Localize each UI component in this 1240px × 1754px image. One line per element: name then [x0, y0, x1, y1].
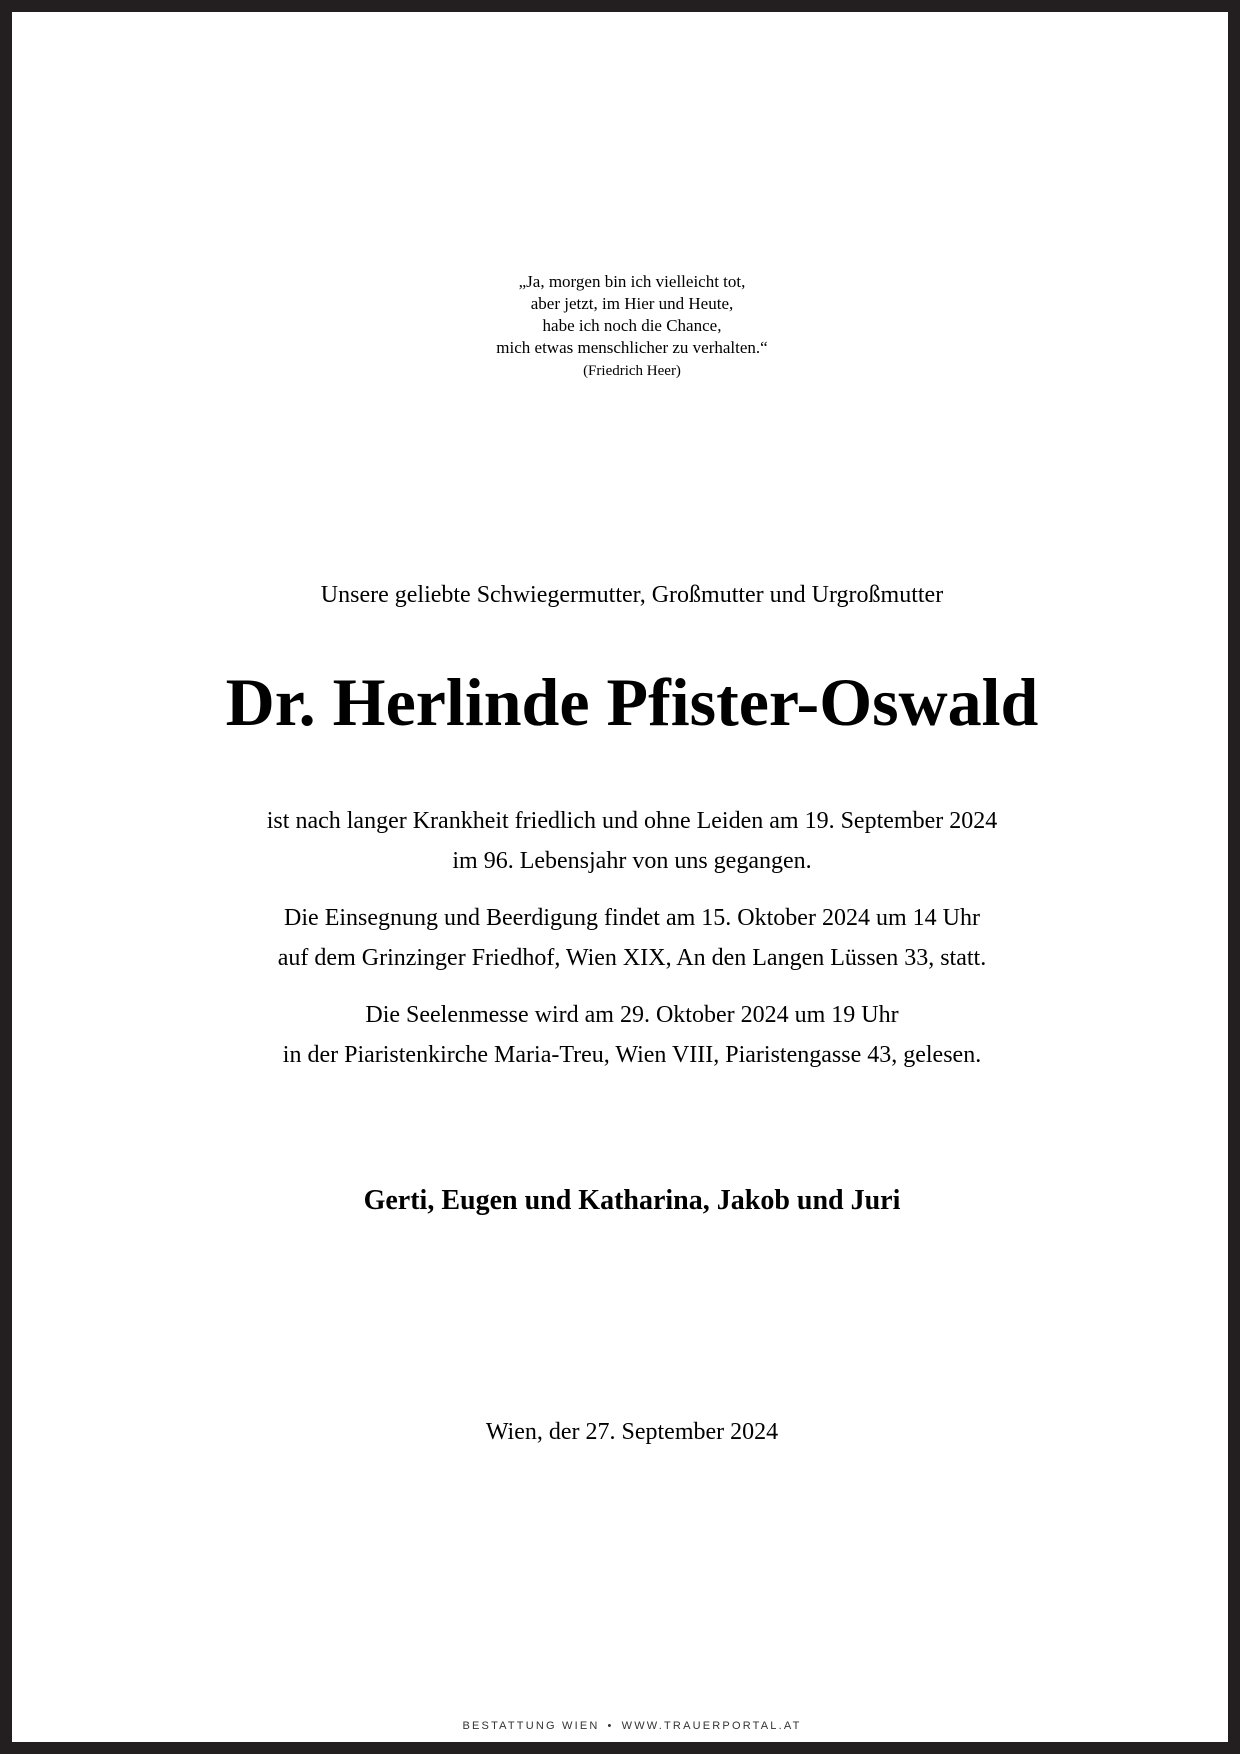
footer: [12, 1718, 1240, 1734]
quote-line-3: habe ich noch die Chance,: [542, 316, 722, 335]
footer-company: BESTATTUNG WIEN: [462, 1720, 600, 1732]
intro-text: Unsere geliebte Schwiegermutter, Großmutter und Urgroßmutter: [320, 582, 944, 608]
footer-website: WWW.TRAUERPORTAL.AT: [621, 1720, 802, 1732]
deceased-name: Dr. Herlinde Pfister-Oswald: [225, 664, 1039, 740]
announcement-line-2: im 96. Lebensjahr von uns gegangen.: [452, 848, 812, 874]
funeral-line-1: Die Einsegnung und Beerdigung findet am 15. Oktober 2024 um 14 Uhr: [284, 905, 980, 931]
footer-separator: •: [607, 1720, 614, 1732]
date-line: Wien, der 27. September 2024: [485, 1419, 779, 1445]
announcement-line-1: ist nach langer Krankheit friedlich und ohne Leiden am 19. September 2024: [266, 808, 998, 834]
signers: Gerti, Eugen und Katharina, Jakob und Juri: [363, 1185, 901, 1216]
quote-line-2: aber jetzt, im Hier und Heute,: [530, 294, 734, 313]
mass-line-2: in der Piaristenkirche Maria-Treu, Wien VIII, Piaristengasse 43, gelesen.: [282, 1042, 982, 1068]
mass-line-1: Die Seelenmesse wird am 29. Oktober 2024 um 19 Uhr: [365, 1002, 899, 1028]
quote-line-4: mich etwas menschlicher zu verhalten.“: [496, 338, 768, 357]
funeral-line-2: auf dem Grinzinger Friedhof, Wien XIX, An den Langen Lüssen 33, statt.: [277, 945, 987, 971]
quote-author: (Friedrich Heer): [583, 363, 681, 379]
quote-line-1: „Ja, morgen bin ich vielleicht tot,: [518, 272, 746, 291]
